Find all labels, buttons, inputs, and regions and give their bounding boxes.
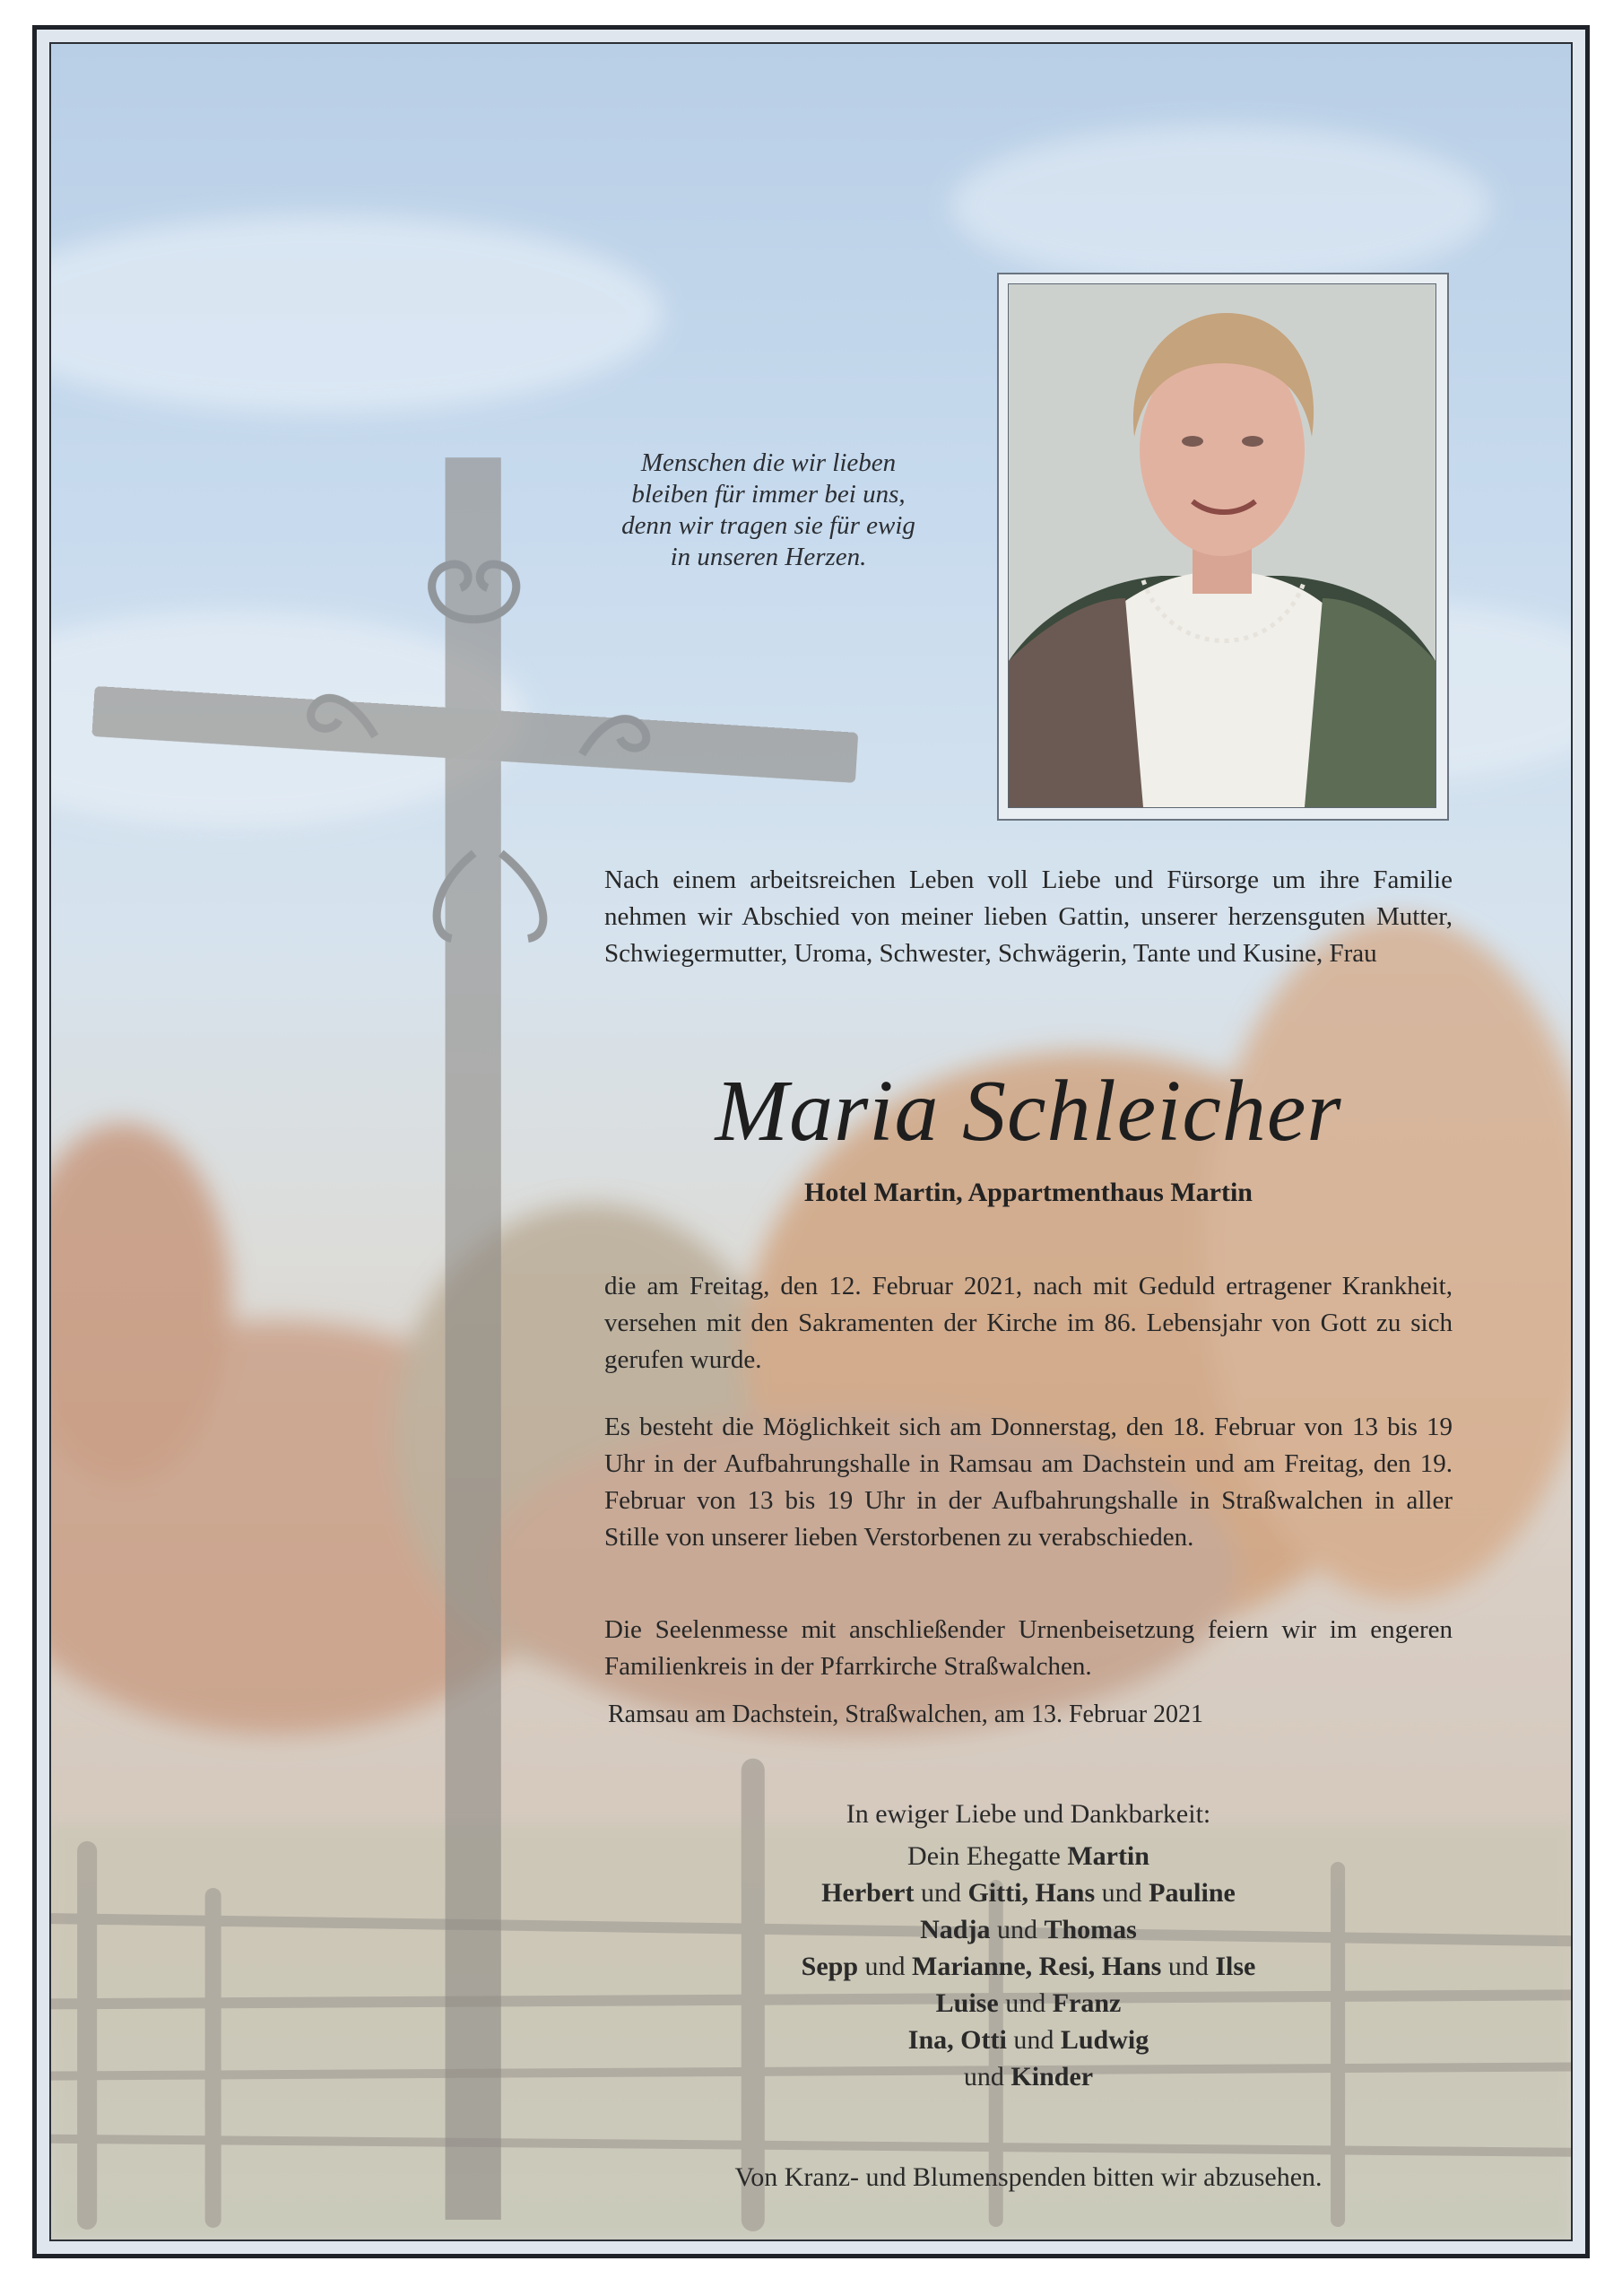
portrait-frame xyxy=(997,273,1449,821)
mourner-text: und xyxy=(996,1915,1037,1944)
mourner-name: Ina, Otti xyxy=(907,2025,1007,2055)
mourner-name: Pauline xyxy=(1149,1878,1236,1908)
obituary-notice xyxy=(32,25,1590,2258)
mourner-text: und xyxy=(1167,1952,1209,1981)
mourner-name: Thomas xyxy=(1044,1915,1137,1944)
mourner-name: Ludwig xyxy=(1060,2025,1149,2055)
mourner-text: und xyxy=(864,1952,906,1981)
quote-line: denn wir tragen sie für ewig xyxy=(621,511,915,540)
quote-line: Menschen die wir lieben xyxy=(640,448,897,477)
viewing-paragraph: Es besteht die Möglichkeit sich am Donnerstag, den 18. Februar von 13 bis 19 Uhr in der Aufbahrungshalle in Ramsau am Dachstein und am Freitag, den 19. Februar von 13 bis 19 Uhr in der Aufbahrungshalle in Straßwalchen in aller Stille von unserer lieben Verstorbenen zu verabschieden. xyxy=(604,1413,1453,1552)
mourner-line xyxy=(604,1838,1453,1874)
mourner-line xyxy=(604,1985,1453,2022)
memorial-quote xyxy=(607,448,930,573)
mourner-text: und xyxy=(920,1878,961,1908)
mourner-line xyxy=(604,1948,1453,1985)
mourner-text: und xyxy=(963,2062,1004,2092)
mourner-name: Ilse xyxy=(1215,1952,1256,1981)
mourner-name: Martin xyxy=(1067,1841,1149,1871)
intro-text: Nach einem arbeitsreichen Leben voll Liebe und Fürsorge um ihre Familie nehmen wir Abschied von meiner lieben Gattin, unserer herzensguten Mutter, Schwiegermutter, Uroma, Schwester, Schwägerin, Tante und Kusine, Frau xyxy=(604,865,1453,968)
mourner-line xyxy=(604,1874,1453,1911)
closing-note: Von Kranz- und Blumenspenden bitten wir abzusehen. xyxy=(734,2162,1323,2192)
mourner-text: Dein Ehegatte xyxy=(907,1841,1061,1871)
mourner-name: Nadja xyxy=(920,1915,991,1944)
mourner-name: Sepp xyxy=(801,1952,859,1981)
mourner-name: Luise xyxy=(935,1988,999,2018)
mourner-line xyxy=(604,2058,1453,2095)
quote-line: bleiben für immer bei uns, xyxy=(631,480,906,509)
mourner-name: Herbert xyxy=(821,1878,915,1908)
mass-paragraph: Die Seelenmesse mit anschließender Urnenbeisetzung feiern wir im engeren Familienkreis in der Pfarrkirche Straßwalchen. xyxy=(604,1615,1453,1681)
mourner-line xyxy=(604,1911,1453,1948)
place-date: Ramsau am Dachstein, Straßwalchen, am 13. Februar 2021 xyxy=(608,1700,1204,1728)
mourner-name: Marianne, Resi, Hans xyxy=(912,1952,1162,1981)
mourner-text: und xyxy=(1101,1878,1142,1908)
mourner-line xyxy=(604,2022,1453,2058)
deceased-name: Maria Schleicher xyxy=(715,1063,1342,1160)
mourner-name: Kinder xyxy=(1010,2062,1094,2092)
mourner-name: Gitti, Hans xyxy=(967,1878,1096,1908)
mourner-name: Franz xyxy=(1052,1988,1122,2018)
mourner-text: und xyxy=(1005,1988,1046,2018)
mourner-text: und xyxy=(1013,2025,1054,2055)
inner-frame xyxy=(49,42,1573,2241)
thanks-line: In ewiger Liebe und Dankbarkeit: xyxy=(846,1799,1211,1829)
portrait-photo xyxy=(1008,283,1436,808)
deceased-affiliation: Hotel Martin, Appartmenthaus Martin xyxy=(804,1178,1253,1207)
mourners-list xyxy=(604,1838,1453,2095)
death-paragraph: die am Freitag, den 12. Februar 2021, nach mit Geduld ertragener Krankheit, versehen mit den Sakramenten der Kirche im 86. Lebensjahr von Gott zu sich gerufen wurde. xyxy=(604,1272,1453,1374)
quote-line: in unseren Herzen. xyxy=(670,543,867,571)
